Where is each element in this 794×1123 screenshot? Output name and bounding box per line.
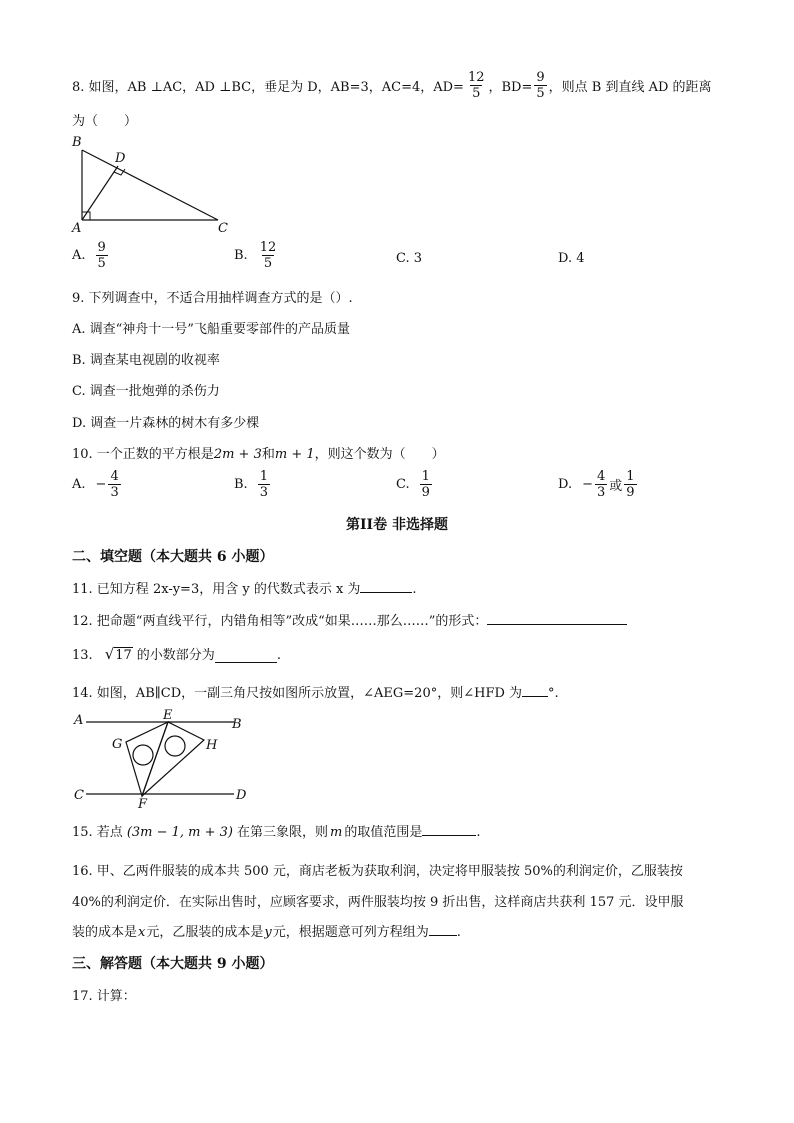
q16-answer-blank[interactable]: [429, 935, 457, 936]
q10-option-c-den: 9: [421, 485, 430, 500]
q14-circle-right: [165, 736, 185, 756]
q12-answer-blank[interactable]: [487, 624, 627, 625]
q8-label-c: C: [218, 221, 228, 236]
q10-option-c-label: C.: [396, 477, 410, 492]
q8-option-d[interactable]: D. 4: [558, 251, 585, 266]
q12-text: 12. 把命题“两直线平行，内错角相等”改成“如果……那么……”的形式：: [72, 614, 488, 629]
q10-option-d[interactable]: [558, 469, 639, 500]
q10-option-b-label: B.: [234, 477, 248, 492]
q15-text-c: 的取值范围是: [344, 825, 423, 840]
q8-option-b-label: B.: [234, 248, 248, 263]
q14: [72, 682, 559, 701]
q14-label-f: F: [138, 797, 148, 812]
q11-end: .: [412, 582, 417, 597]
sqrt-icon: √: [104, 645, 115, 663]
q10-option-a-fraction: [108, 469, 120, 500]
q9-option-c[interactable]: C. 调查一批炮弹的杀伤力: [72, 384, 220, 399]
q12: [72, 610, 627, 629]
q13-number: 13.: [72, 648, 93, 663]
q8-label-d: D: [115, 151, 126, 166]
q8-option-b[interactable]: [234, 240, 280, 271]
q10-option-a-num: 4: [110, 469, 119, 484]
sqrt-17: [105, 645, 133, 663]
q10-option-c-num: 1: [421, 469, 430, 484]
q8-option-a-label: A.: [72, 248, 86, 263]
q10-option-d-num: 4: [597, 469, 606, 484]
q15-text-b: 在第三象限，则: [237, 825, 329, 840]
q16-line3-c: 元，根据题意可列方程组为: [272, 925, 429, 940]
q8-label-a: A: [72, 221, 82, 236]
q8-line2: 为（ ）: [72, 114, 138, 129]
q8-seg-bc: [82, 150, 218, 220]
q13-end: .: [276, 648, 281, 663]
q14-text: 14. 如图，AB∥CD，一副三角尺按如图所示放置，∠AEG=20°，则∠HFD 为: [72, 686, 523, 701]
q13: [72, 644, 281, 663]
q14-label-h: H: [206, 738, 218, 753]
q14-label-e: E: [163, 708, 173, 723]
q10-option-d-num2: 1: [626, 469, 635, 484]
q16-line3-b: 元，乙服装的成本是: [146, 925, 264, 940]
q10-expr1: 2m + 3: [213, 447, 262, 462]
q14-answer-blank[interactable]: [522, 696, 548, 697]
q10-option-b-num: 1: [259, 469, 268, 484]
q8-ad-fraction: [466, 70, 487, 101]
q13-text: 的小数部分为: [136, 648, 215, 663]
q16-line2: 40%的利润定价．在实际出售时，应顾客要求，两件服装均按 9 折出售，这样商店共获利 157 元．设甲服: [72, 895, 684, 910]
q8-option-b-fraction: [258, 240, 279, 271]
section2-heading: 二、填空题（本大题共 6 小题）: [72, 549, 274, 565]
q9-option-d[interactable]: D. 调查一片森林的树木有多少棵: [72, 416, 260, 431]
q11-answer-blank[interactable]: [360, 592, 412, 593]
q16-end: .: [456, 925, 461, 940]
q10-option-c-fraction: [420, 469, 432, 500]
q8-option-a-den: 5: [97, 256, 106, 271]
q10-option-d-or: 或: [609, 479, 623, 494]
q16-y: y: [264, 925, 272, 940]
q10-stem: [72, 443, 445, 462]
q10-option-d-sign: −: [582, 477, 593, 492]
q10-option-a[interactable]: [72, 469, 123, 500]
q14-label-d: D: [236, 788, 247, 803]
q17: 17. 计算：: [72, 989, 136, 1004]
q8-option-a[interactable]: [72, 240, 110, 271]
q8-line1: [72, 70, 712, 101]
q8-line1-a: 8. 如图，AB ⊥AC，AD ⊥BC，垂足为 D，AB=3，AC=4，AD=: [72, 80, 464, 95]
q16-line3: [72, 921, 461, 940]
q8-bd-den: 5: [536, 86, 545, 101]
q14-figure: [72, 708, 262, 812]
q10-option-d-fraction2: [624, 469, 636, 500]
q8-line1-b: ，BD=: [488, 80, 533, 95]
q14-triangle-efg: [126, 722, 168, 796]
q10-option-b[interactable]: [234, 469, 272, 500]
q9-option-b[interactable]: B. 调查某电视剧的收视率: [72, 353, 220, 368]
q13-answer-blank[interactable]: [215, 662, 277, 663]
part2-title: 第II卷 非选择题: [346, 517, 448, 533]
q14-label-c: C: [74, 788, 84, 803]
q15-m: m: [330, 825, 343, 840]
q14-label-g: G: [112, 737, 123, 752]
q16-line3-a: 装的成本是: [72, 925, 138, 940]
q9-option-a[interactable]: A. 调查“神舟十一号”飞船重要零部件的产品质量: [72, 322, 350, 337]
q8-option-b-den: 5: [263, 256, 273, 271]
q14-end: °.: [548, 686, 559, 701]
q8-line1-c: ，则点 B 到直线 AD 的距离: [548, 80, 712, 95]
q10-option-d-den2: 9: [626, 485, 635, 500]
q14-label-b: B: [232, 717, 242, 732]
q10-option-b-fraction: [258, 469, 270, 500]
q8-option-a-fraction: [96, 240, 108, 271]
q8-option-a-num: 9: [97, 240, 106, 255]
q8-bd-num: 9: [536, 70, 545, 85]
q10-option-c[interactable]: [396, 469, 434, 500]
q14-label-a: A: [74, 713, 84, 728]
q13-radicand: 17: [115, 648, 132, 663]
q8-ad-num: 12: [467, 70, 485, 85]
q9-stem: 9. 下列调查中，不适合用抽样调查方式的是（）.: [72, 291, 353, 306]
q10-option-b-den: 3: [259, 485, 268, 500]
q16-line1: 16. 甲、乙两件服装的成本共 500 元，商店老板为获取利润，决定将甲服装按 50%的利润定价，乙服装按: [72, 864, 683, 879]
q8-label-b: B: [72, 135, 82, 150]
q10-option-d-den: 3: [597, 485, 606, 500]
q15-end: .: [476, 825, 481, 840]
q10-option-d-fraction1: [595, 469, 607, 500]
q8-ad-den: 5: [472, 86, 481, 101]
section3-heading: 三、解答题（本大题共 9 小题）: [72, 956, 274, 972]
q8-option-c[interactable]: C. 3: [396, 251, 423, 266]
q8-bd-fraction: [534, 70, 546, 101]
q15-text-a: 15. 若点: [72, 825, 123, 840]
q8-figure: [70, 134, 240, 234]
q8-option-b-num: 12: [259, 240, 277, 255]
q10-stem-c: ，则这个数为（ ）: [314, 447, 445, 462]
q15: [72, 821, 481, 840]
q10-option-a-sign: −: [95, 477, 107, 492]
q10-stem-a: 10. 一个正数的平方根是: [72, 447, 214, 462]
q10-stem-b: 和: [261, 447, 275, 462]
q10-option-a-den: 3: [110, 485, 119, 500]
q10-option-a-label: A.: [72, 477, 86, 492]
q14-circle-left: [133, 745, 153, 765]
q11: [72, 578, 417, 597]
q15-answer-blank[interactable]: [422, 835, 476, 836]
q10-option-d-label: D.: [558, 477, 573, 492]
q14-triangle-efh: [142, 722, 204, 796]
q15-point: (3m − 1, m + 3): [126, 825, 234, 840]
q16-x: x: [138, 925, 146, 940]
q11-text: 11. 已知方程 2x-y=3，用含 y 的代数式表示 x 为: [72, 582, 361, 597]
q10-expr2: m + 1: [274, 447, 315, 462]
